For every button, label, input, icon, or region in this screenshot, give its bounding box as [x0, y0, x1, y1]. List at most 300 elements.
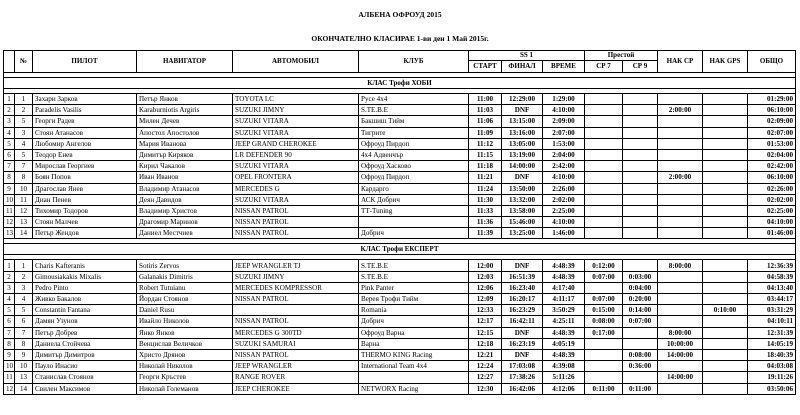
- row-finish: 16:42:06: [502, 383, 543, 394]
- row-num: 1: [15, 94, 33, 105]
- row-finish: 13:32:00: [502, 194, 543, 205]
- row-pos: 2: [4, 105, 15, 116]
- row-car: SUZUKI VITARA: [233, 116, 359, 127]
- row-num: 8: [15, 338, 33, 349]
- row-time: 2:02:00: [543, 194, 585, 205]
- table-row: [4, 327, 796, 338]
- row-nak-gps: 0:10:00: [703, 305, 748, 316]
- row-navigator: Драгомир Маринов: [137, 217, 233, 228]
- row-car: SUZUKI VITARA: [233, 127, 359, 138]
- row-pos: 8: [4, 172, 15, 183]
- table-row: [4, 116, 796, 127]
- row-club: ТТ-Tuning: [359, 205, 469, 216]
- table-row: [4, 94, 796, 105]
- row-finish: DNF: [502, 105, 543, 116]
- row-num: 10: [15, 361, 33, 372]
- row-navigator: Daniel Rusu: [137, 305, 233, 316]
- row-nak-cp: [658, 94, 703, 105]
- row-num: 6: [15, 316, 33, 327]
- table-row: [4, 105, 796, 116]
- row-club: Тигрите: [359, 127, 469, 138]
- row-cp7: [585, 228, 623, 239]
- row-car: JEEP GRAND CHEROKEE: [233, 138, 359, 149]
- row-pilot: Петър Добрев: [33, 327, 137, 338]
- row-start: 11:06: [469, 116, 502, 127]
- row-club: Добрич: [359, 316, 469, 327]
- row-nak-cp: [658, 205, 703, 216]
- row-nak-gps: [703, 294, 748, 305]
- row-pilot: Живко Бакалов: [33, 294, 137, 305]
- row-cp9: [623, 149, 658, 160]
- row-num: 1: [15, 260, 33, 271]
- row-club: Бакшиш Тийм: [359, 116, 469, 127]
- row-pos: 8: [4, 338, 15, 349]
- row-nak-gps: [703, 116, 748, 127]
- row-time: 5:11:26: [543, 372, 585, 383]
- header-pilot: ПИЛОТ: [33, 51, 137, 73]
- row-total: 01:46:00: [748, 228, 796, 239]
- row-club: Офроуд Хасково: [359, 161, 469, 172]
- row-pilot: Боян Попов: [33, 172, 137, 183]
- row-pos: 1: [4, 260, 15, 271]
- row-car: RANGE ROVER: [233, 372, 359, 383]
- row-navigator: Венцислав Величков: [137, 338, 233, 349]
- row-car: NISSAN PATROL: [233, 205, 359, 216]
- row-car: OPEL FRONTERA: [233, 172, 359, 183]
- row-nak-cp: 2:00:00: [658, 105, 703, 116]
- row-nak-gps: [703, 282, 748, 293]
- row-cp9: [623, 194, 658, 205]
- row-nak-gps: [703, 127, 748, 138]
- row-time: 4:25:11: [543, 316, 585, 327]
- row-car: SUZUKI SAMURAI: [233, 338, 359, 349]
- row-total: 06:10:00: [748, 172, 796, 183]
- row-nak-cp: [658, 161, 703, 172]
- row-time: 4:10:00: [543, 105, 585, 116]
- row-num: 10: [15, 183, 33, 194]
- row-nak-cp: 8:00:00: [658, 260, 703, 271]
- row-nak-cp: 14:00:00: [658, 349, 703, 360]
- row-num: 3: [15, 127, 33, 138]
- row-car: NISSAN PATROL: [233, 217, 359, 228]
- row-time: 4:05:19: [543, 338, 585, 349]
- row-pos: 11: [4, 205, 15, 216]
- row-total: 02:04:00: [748, 149, 796, 160]
- row-time: 4:48:39: [543, 349, 585, 360]
- row-nak-gps: [703, 172, 748, 183]
- row-nak-cp: [658, 149, 703, 160]
- row-navigator: Георги Кръстев: [137, 372, 233, 383]
- row-nak-cp: [658, 183, 703, 194]
- row-nak-cp: [658, 116, 703, 127]
- row-nak-gps: [703, 183, 748, 194]
- row-start: 12:06: [469, 282, 502, 293]
- row-num: 5: [15, 116, 33, 127]
- row-club: S.TE.B.E: [359, 105, 469, 116]
- row-pilot: Пауло Инасио: [33, 361, 137, 372]
- row-start: 12:30: [469, 383, 502, 394]
- row-club: NETWORX Racing: [359, 383, 469, 394]
- row-time: 4:39:08: [543, 361, 585, 372]
- row-start: 11:36: [469, 217, 502, 228]
- row-finish: 16:23:29: [502, 305, 543, 316]
- row-time: 2:26:00: [543, 183, 585, 194]
- row-start: 11:18: [469, 161, 502, 172]
- row-finish: 13:15:00: [502, 116, 543, 127]
- row-pos: 9: [4, 183, 15, 194]
- row-cp7: [585, 149, 623, 160]
- row-pos: 3: [4, 282, 15, 293]
- row-nak-gps: [703, 338, 748, 349]
- row-cp7: 0:07:00: [585, 294, 623, 305]
- row-finish: 17:38:26: [502, 372, 543, 383]
- row-start: 12:00: [469, 260, 502, 271]
- row-start: 12:27: [469, 372, 502, 383]
- row-nak-cp: [658, 138, 703, 149]
- row-cp7: [585, 217, 623, 228]
- row-start: 11:24: [469, 183, 502, 194]
- row-total: 02:02:00: [748, 194, 796, 205]
- row-num: 2: [15, 271, 33, 282]
- table-row: [4, 149, 796, 160]
- row-pos: 1: [4, 94, 15, 105]
- row-cp7: [585, 94, 623, 105]
- row-cp9: [623, 127, 658, 138]
- row-nak-gps: [703, 260, 748, 271]
- row-start: 11:39: [469, 228, 502, 239]
- row-pilot: Paradelis Vasilis: [33, 105, 137, 116]
- row-start: 11:30: [469, 194, 502, 205]
- row-start: 11:33: [469, 205, 502, 216]
- row-finish: 12:29:00: [502, 94, 543, 105]
- row-finish: 15:46:00: [502, 217, 543, 228]
- row-pilot: Тихомир Тодоров: [33, 205, 137, 216]
- row-cp7: [585, 194, 623, 205]
- row-finish: 16:20:17: [502, 294, 543, 305]
- row-num: 14: [15, 228, 33, 239]
- table-row: [4, 271, 796, 282]
- row-cp7: [585, 138, 623, 149]
- row-start: 12:09: [469, 294, 502, 305]
- table-row: [4, 338, 796, 349]
- row-start: 12:03: [469, 271, 502, 282]
- row-time: 4:48:39: [543, 271, 585, 282]
- header-num: №: [15, 51, 33, 73]
- row-club: Romania: [359, 305, 469, 316]
- row-cp7: 0:08:00: [585, 316, 623, 327]
- table-row: [4, 361, 796, 372]
- row-cp7: [585, 361, 623, 372]
- row-pilot: Димитър Димитров: [33, 349, 137, 360]
- row-car: SUZUKI JIMNY: [233, 271, 359, 282]
- row-pos: 11: [4, 372, 15, 383]
- row-time: 3:50:29: [543, 305, 585, 316]
- table-row: [4, 194, 796, 205]
- row-cp9: 0:11:00: [623, 383, 658, 394]
- row-pilot: Gimousiakakis Mixalis: [33, 271, 137, 282]
- row-navigator: Димитър Киряков: [137, 149, 233, 160]
- table-row: [4, 294, 796, 305]
- row-time: 1:46:00: [543, 228, 585, 239]
- row-finish: 13:58:00: [502, 205, 543, 216]
- row-cp9: 0:03:00: [623, 271, 658, 282]
- row-total: 02:26:00: [748, 183, 796, 194]
- row-nak-cp: [658, 194, 703, 205]
- row-nak-cp: [658, 294, 703, 305]
- table-row: [4, 127, 796, 138]
- row-finish: 13:05:00: [502, 138, 543, 149]
- table-row: [4, 172, 796, 183]
- row-finish: DNF: [502, 349, 543, 360]
- row-num: 7: [15, 327, 33, 338]
- row-finish: DNF: [502, 172, 543, 183]
- row-pilot: Даниела Стойчева: [33, 338, 137, 349]
- row-cp7: [585, 338, 623, 349]
- row-club: Варна: [359, 338, 469, 349]
- class-title: КЛАС Трофи ХОБИ: [4, 78, 796, 89]
- row-cp7: [585, 372, 623, 383]
- row-pos: 3: [4, 116, 15, 127]
- row-car: MERCEDES G 300TD: [233, 327, 359, 338]
- row-num: 5: [15, 149, 33, 160]
- row-time: 4:12:06: [543, 383, 585, 394]
- row-cp7: 0:11:00: [585, 383, 623, 394]
- row-club: Добрич: [359, 228, 469, 239]
- row-pilot: Захари Зарков: [33, 94, 137, 105]
- row-nak-cp: [658, 228, 703, 239]
- row-finish: 17:03:08: [502, 361, 543, 372]
- row-car: NISSAN PATROL: [233, 316, 359, 327]
- row-nak-gps: [703, 372, 748, 383]
- row-navigator: Sotiris Zervos: [137, 260, 233, 271]
- row-total: 01:53:00: [748, 138, 796, 149]
- row-cp9: [623, 161, 658, 172]
- row-pilot: Pedro Pinto: [33, 282, 137, 293]
- row-club: 4х4 Адвенчър: [359, 149, 469, 160]
- row-start: 12:15: [469, 327, 502, 338]
- row-finish: 16:51:39: [502, 271, 543, 282]
- row-finish: 13:16:00: [502, 127, 543, 138]
- row-cp7: [585, 161, 623, 172]
- row-club: Офроуд Пирдоп: [359, 138, 469, 149]
- row-car: JEEP CHEROKEE: [233, 383, 359, 394]
- row-navigator: Янко Янков: [137, 327, 233, 338]
- row-cp9: 0:07:00: [623, 316, 658, 327]
- table-row: [4, 161, 796, 172]
- row-pilot: Станислав Стоянов: [33, 372, 137, 383]
- row-total: 19:11:26: [748, 372, 796, 383]
- row-nak-gps: [703, 161, 748, 172]
- row-start: 12:17: [469, 316, 502, 327]
- row-navigator: Петър Янков: [137, 94, 233, 105]
- row-car: NISSAN PATROL: [233, 228, 359, 239]
- row-car: MERCEDES KOMPRESSOR: [233, 282, 359, 293]
- header-nak-gps: НАК GPS: [703, 51, 748, 73]
- row-cp7: [585, 183, 623, 194]
- table-row: [4, 228, 796, 239]
- row-cp9: [623, 327, 658, 338]
- row-finish: DNF: [502, 327, 543, 338]
- row-time: 2:42:00: [543, 161, 585, 172]
- table-row: [4, 217, 796, 228]
- row-nak-cp: 2:00:00: [658, 172, 703, 183]
- row-start: 11:09: [469, 127, 502, 138]
- row-club: Pink Panter: [359, 282, 469, 293]
- table-row: [4, 383, 796, 394]
- row-car: NISSAN PATROL: [233, 349, 359, 360]
- row-pos: 6: [4, 316, 15, 327]
- header-prestoy: Престой: [585, 51, 658, 61]
- row-finish: 16:42:11: [502, 316, 543, 327]
- row-pilot: Стоян Атанасов: [33, 127, 137, 138]
- row-pos: 4: [4, 294, 15, 305]
- row-club: S.TE.B.E: [359, 271, 469, 282]
- row-total: 14:05:19: [748, 338, 796, 349]
- row-navigator: Николай Големанов: [137, 383, 233, 394]
- row-pos: 7: [4, 327, 15, 338]
- row-cp9: [623, 172, 658, 183]
- row-total: 04:13:40: [748, 282, 796, 293]
- row-navigator: Милен Дечев: [137, 116, 233, 127]
- row-car: MERCEDES G: [233, 183, 359, 194]
- row-navigator: Апостол Апостолов: [137, 127, 233, 138]
- row-pilot: Диан Пенев: [33, 194, 137, 205]
- row-navigator: Robert Tutuianu: [137, 282, 233, 293]
- row-pos: 5: [4, 138, 15, 149]
- row-num: 3: [15, 282, 33, 293]
- row-total: 04:03:08: [748, 361, 796, 372]
- row-nak-cp: [658, 282, 703, 293]
- row-club: Кардарго: [359, 183, 469, 194]
- row-pos: 10: [4, 194, 15, 205]
- row-nak-cp: 8:00:00: [658, 327, 703, 338]
- row-club: Офроуд Пирдоп: [359, 172, 469, 183]
- row-car: JEEP WRANGLER: [233, 361, 359, 372]
- row-navigator: Даниел Местчиев: [137, 228, 233, 239]
- header-ss1: SS 1: [469, 51, 585, 61]
- row-cp9: [623, 205, 658, 216]
- row-start: 12:33: [469, 305, 502, 316]
- table-row: [4, 260, 796, 271]
- table-row: [4, 349, 796, 360]
- header-finish: ФИНАЛ: [502, 61, 543, 73]
- row-cp7: [585, 127, 623, 138]
- row-car: SUZUKI JIMNY: [233, 105, 359, 116]
- row-cp7: 0:12:00: [585, 260, 623, 271]
- row-club: [359, 372, 469, 383]
- row-navigator: Кирил Чакалов: [137, 161, 233, 172]
- row-pos: 13: [4, 228, 15, 239]
- row-total: 02:07:00: [748, 127, 796, 138]
- row-time: 2:04:00: [543, 149, 585, 160]
- row-cp7: [585, 349, 623, 360]
- row-navigator: Деян Давидов: [137, 194, 233, 205]
- row-cp9: [623, 338, 658, 349]
- row-time: 2:07:00: [543, 127, 585, 138]
- row-time: 4:48:39: [543, 327, 585, 338]
- row-total: 12:31:39: [748, 327, 796, 338]
- header-club: КЛУБ: [359, 51, 469, 73]
- row-pos: 7: [4, 161, 15, 172]
- row-time: 4:11:17: [543, 294, 585, 305]
- table-row: [4, 316, 796, 327]
- row-finish: 14:00:00: [502, 161, 543, 172]
- row-total: 03:50:06: [748, 383, 796, 394]
- row-start: 11:12: [469, 138, 502, 149]
- row-nak-cp: 10:00:00: [658, 338, 703, 349]
- row-num: 11: [15, 194, 33, 205]
- header-start: СТАРТ: [469, 61, 502, 73]
- row-cp9: 0:36:00: [623, 361, 658, 372]
- row-time: 2:09:00: [543, 116, 585, 127]
- table-row: [4, 372, 796, 383]
- row-cp9: [623, 217, 658, 228]
- row-nak-gps: [703, 327, 748, 338]
- row-pilot: Свилен Максимов: [33, 383, 137, 394]
- row-nak-cp: [658, 383, 703, 394]
- row-cp7: 0:17:00: [585, 327, 623, 338]
- row-nak-cp: [658, 127, 703, 138]
- row-pilot: Стоян Малчев: [33, 217, 137, 228]
- row-pos: 9: [4, 349, 15, 360]
- row-pilot: Мирослав Георгиев: [33, 161, 137, 172]
- row-cp9: [623, 372, 658, 383]
- row-nak-gps: [703, 105, 748, 116]
- row-start: 12:21: [469, 349, 502, 360]
- row-cp7: [585, 105, 623, 116]
- row-cp9: [623, 138, 658, 149]
- row-pilot: Теодор Енев: [33, 149, 137, 160]
- page-title: АЛБЕНА ОФРОУД 2015: [358, 10, 442, 19]
- row-total: 02:09:00: [748, 116, 796, 127]
- row-pos: 12: [4, 217, 15, 228]
- row-cp9: [623, 260, 658, 271]
- row-pilot: Георги Радев: [33, 116, 137, 127]
- row-car: LR DEFENDER 90: [233, 149, 359, 160]
- row-cp9: [623, 105, 658, 116]
- row-num: 13: [15, 372, 33, 383]
- row-total: 03:31:29: [748, 305, 796, 316]
- row-num: 13: [15, 217, 33, 228]
- row-club: Верея Трофи Тийм: [359, 294, 469, 305]
- row-nak-gps: [703, 194, 748, 205]
- row-num: 7: [15, 161, 33, 172]
- row-total: 04:58:39: [748, 271, 796, 282]
- row-nak-gps: [703, 94, 748, 105]
- row-cp9: 0:04:00: [623, 282, 658, 293]
- row-total: 06:10:00: [748, 105, 796, 116]
- page-subtitle: ОКОНЧАТЕЛНО КЛАСИРАЕ 1-ви ден 1 Май 2015г.: [311, 34, 489, 43]
- row-navigator: Йордан Стоянов: [137, 294, 233, 305]
- row-nak-gps: [703, 205, 748, 216]
- row-cp9: [623, 228, 658, 239]
- row-cp9: [623, 94, 658, 105]
- row-total: 02:42:00: [748, 161, 796, 172]
- row-cp9: 0:08:00: [623, 349, 658, 360]
- row-nak-cp: [658, 316, 703, 327]
- row-navigator: Иван Иванов: [137, 172, 233, 183]
- row-nak-gps: [703, 316, 748, 327]
- row-finish: 13:25:00: [502, 228, 543, 239]
- row-cp9: [623, 183, 658, 194]
- header-time: ВРЕМЕ: [543, 61, 585, 73]
- row-start: 11:03: [469, 105, 502, 116]
- row-car: TOYOTA LC: [233, 94, 359, 105]
- row-pos: 12: [4, 383, 15, 394]
- row-nak-gps: [703, 138, 748, 149]
- row-nak-cp: 14:00:00: [658, 372, 703, 383]
- row-total: 04:10:00: [748, 217, 796, 228]
